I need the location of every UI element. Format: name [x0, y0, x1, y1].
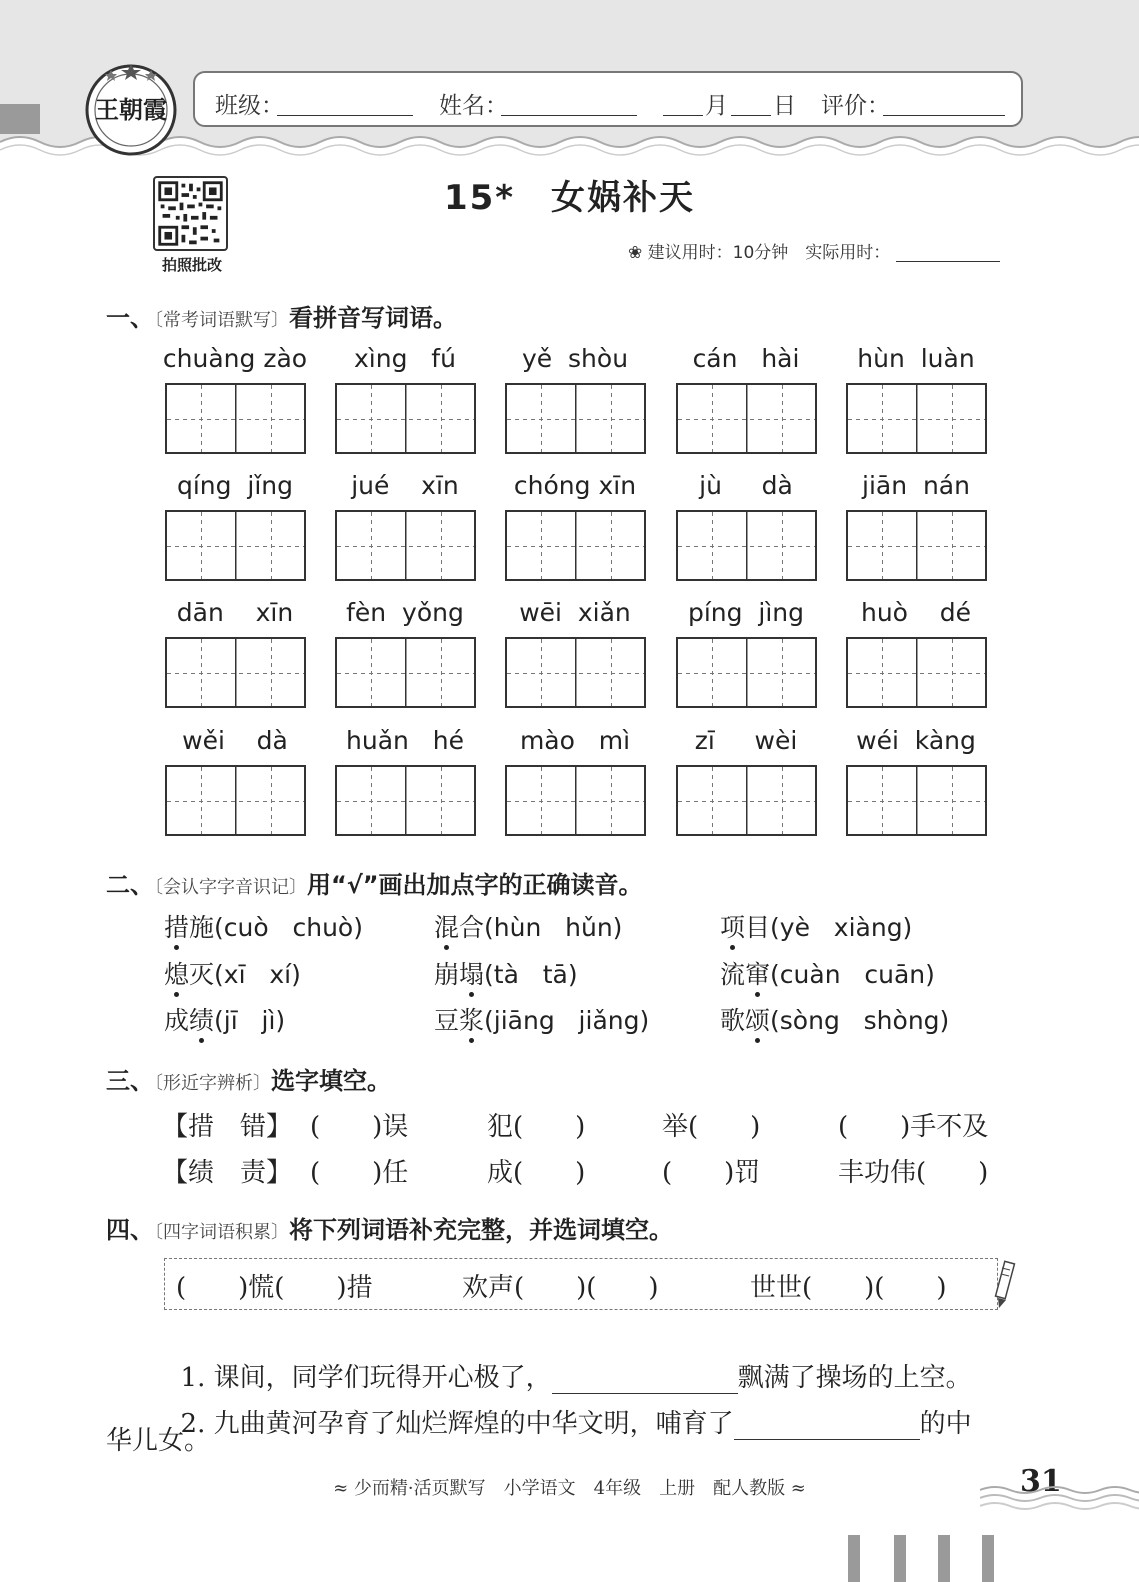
pinyin-label: huǎn hé	[346, 726, 464, 755]
qr-caption: 拍照批改	[161, 256, 222, 274]
dotted-character: 绩	[189, 1001, 214, 1037]
fill-blank-word[interactable]: 犯( )	[487, 1112, 586, 1142]
writing-grid-cell[interactable]	[676, 383, 817, 454]
writing-grid-cell[interactable]	[846, 510, 987, 581]
pronunciation-item[interactable]	[434, 1001, 649, 1037]
time-note	[628, 238, 1000, 263]
pinyin-label: chóng xīn	[513, 471, 637, 500]
dotted-character: 颂	[745, 1001, 770, 1037]
idiom-3[interactable]: 世世( )( )	[750, 1273, 947, 1303]
item-options: 目(yè xiàng)	[745, 913, 913, 942]
pinyin-label: wěi dà	[182, 726, 288, 755]
writing-grid-cell[interactable]	[165, 765, 306, 836]
brand-logo-seal	[83, 60, 179, 156]
item-options: (cuàn cuān)	[770, 960, 935, 989]
page-edge-tab	[0, 104, 40, 134]
svg-text:王朝霞: 王朝霞	[95, 95, 167, 124]
writing-grid-cell[interactable]	[165, 637, 306, 708]
pronunciation-item[interactable]	[434, 908, 622, 944]
pinyin-label: wéi kàng	[856, 726, 976, 755]
pinyin-label: zī wèi	[694, 726, 798, 755]
bottom-mark	[894, 1535, 906, 1582]
day-input-line[interactable]	[731, 115, 771, 116]
footer-book-info: ≈ 少而精·活页默写 小学语文 4年级 上册 配人教版 ≈	[333, 1478, 806, 1499]
section-3-heading: 三、〔形近字辨析〕选字填空。	[106, 1067, 391, 1095]
fill-blank-word[interactable]: ( )误	[310, 1112, 409, 1142]
writing-grid-cell[interactable]	[676, 510, 817, 581]
page-title: 15* 女娲补天	[443, 178, 696, 218]
pinyin-label: yě shòu	[521, 344, 629, 373]
item-prefix: 豆	[434, 1006, 460, 1035]
item-prefix: 歌	[720, 1006, 746, 1035]
writing-grid-cell[interactable]	[505, 383, 646, 454]
bottom-mark	[982, 1535, 994, 1582]
question-1: 1. 课间，同学们玩得开心极了， 飘满了操场的上空。	[180, 1363, 972, 1393]
pronunciation-item[interactable]	[720, 908, 912, 944]
item-prefix: 流	[720, 960, 746, 989]
idiom-1[interactable]: ( )慌( )措	[176, 1273, 373, 1303]
pronunciation-item[interactable]	[164, 908, 363, 944]
pinyin-label: chuàng zào	[162, 344, 308, 373]
item-options: 合(hùn hǔn)	[459, 913, 623, 942]
dotted-character: 浆	[459, 1001, 484, 1037]
footer-wave-decoration	[980, 1484, 1139, 1514]
writing-grid-cell[interactable]	[846, 637, 987, 708]
writing-grid-cell[interactable]	[165, 383, 306, 454]
item-options: (jī jì)	[214, 1006, 286, 1035]
pinyin-label: hùn luàn	[857, 344, 975, 373]
pronunciation-item[interactable]	[434, 955, 578, 991]
item-prefix: 成	[164, 1006, 190, 1035]
pinyin-label: jué xīn	[351, 471, 459, 500]
fill-blank-word[interactable]: ( )罚	[662, 1158, 761, 1188]
name-label: 姓名：	[439, 93, 508, 119]
time-note-text: 建议用时：10分钟 实际用时：	[647, 243, 891, 263]
pronunciation-item[interactable]	[720, 1001, 949, 1037]
question-2: 2. 九曲黄河孕育了灿烂辉煌的中华文明，哺育了 的中	[180, 1409, 972, 1439]
writing-grid-cell[interactable]	[505, 510, 646, 581]
actual-time-input-line[interactable]	[896, 261, 1000, 262]
rating-label: 评价：	[821, 93, 890, 119]
page-number: 31	[1020, 1464, 1062, 1499]
writing-grid-cell[interactable]	[335, 383, 476, 454]
section-2-heading: 二、〔会认字字音识记〕用“√”画出加点字的正确读音。	[106, 871, 643, 899]
character-pair: 【措 错】	[162, 1112, 293, 1142]
item-options: (tà tā)	[484, 960, 578, 989]
writing-grid-cell[interactable]	[846, 383, 987, 454]
month-input-line[interactable]	[663, 115, 703, 116]
pinyin-label: cán hài	[692, 344, 800, 373]
dotted-character: 熄	[164, 955, 189, 991]
character-pair: 【绩 责】	[162, 1158, 293, 1188]
pronunciation-item[interactable]	[164, 1001, 285, 1037]
pinyin-label: jiān nán	[862, 471, 970, 500]
fill-blank-word[interactable]: ( )任	[310, 1158, 409, 1188]
idiom-2[interactable]: 欢声( )( )	[462, 1273, 659, 1303]
dotted-character: 措	[164, 908, 189, 944]
fill-blank-word[interactable]: ( )手不及	[838, 1112, 989, 1142]
pinyin-label: jù dà	[699, 471, 793, 500]
month-label: 月	[705, 93, 728, 119]
dotted-character: 塌	[459, 955, 484, 991]
flower-icon: ❀	[628, 243, 643, 263]
pinyin-label: huò dé	[860, 598, 972, 627]
pinyin-label: píng jìng	[687, 598, 805, 627]
writing-grid-cell[interactable]	[165, 510, 306, 581]
pencil-icon	[990, 1258, 1020, 1310]
pinyin-label: wēi xiǎn	[519, 598, 631, 627]
name-input-line[interactable]	[501, 115, 637, 116]
writing-grid-cell[interactable]	[335, 765, 476, 836]
fill-blank-word[interactable]: 举( )	[662, 1112, 761, 1142]
item-options: 施(cuò chuò)	[189, 913, 363, 942]
writing-grid-cell[interactable]	[505, 637, 646, 708]
writing-grid-cell[interactable]	[505, 765, 646, 836]
writing-grid-cell[interactable]	[676, 765, 817, 836]
item-options: 灭(xī xí)	[189, 960, 301, 989]
pronunciation-item[interactable]	[720, 955, 935, 991]
item-options: (sòng shòng)	[770, 1006, 950, 1035]
pinyin-label: qíng jǐng	[176, 471, 294, 500]
question-2-blank[interactable]	[734, 1409, 920, 1440]
section-4-heading: 四、〔四字词语积累〕将下列词语补充完整，并选词填空。	[106, 1216, 673, 1244]
writing-grid-cell[interactable]	[846, 765, 987, 836]
pinyin-label: mào mì	[519, 726, 631, 755]
class-label: 班级：	[215, 93, 284, 119]
item-prefix: 崩	[434, 960, 460, 989]
writing-grid-cell[interactable]	[335, 637, 476, 708]
dotted-character: 项	[720, 908, 745, 944]
section-1-heading: 一、〔常考词语默写〕看拼音写词语。	[106, 304, 457, 332]
class-input-line[interactable]	[277, 115, 413, 116]
day-label: 日	[773, 93, 796, 119]
bottom-mark	[938, 1535, 950, 1582]
question-2-continued: 华儿女。	[106, 1426, 211, 1456]
bottom-mark	[848, 1535, 860, 1582]
item-options: (jiāng jiǎng)	[484, 1006, 650, 1035]
pronunciation-item[interactable]	[164, 955, 301, 991]
pinyin-label: dān xīn	[176, 598, 294, 627]
dotted-character: 混	[434, 908, 459, 944]
fill-blank-word[interactable]: 丰功伟( )	[838, 1158, 989, 1188]
pinyin-label: fèn yǒng	[346, 598, 464, 627]
writing-grid-cell[interactable]	[676, 637, 817, 708]
pinyin-label: xìng fú	[354, 344, 456, 373]
student-info-box	[193, 71, 1023, 127]
dotted-character: 窜	[745, 955, 770, 991]
writing-grid-cell[interactable]	[335, 510, 476, 581]
rating-input-line[interactable]	[883, 115, 1005, 116]
fill-blank-word[interactable]: 成( )	[487, 1158, 586, 1188]
